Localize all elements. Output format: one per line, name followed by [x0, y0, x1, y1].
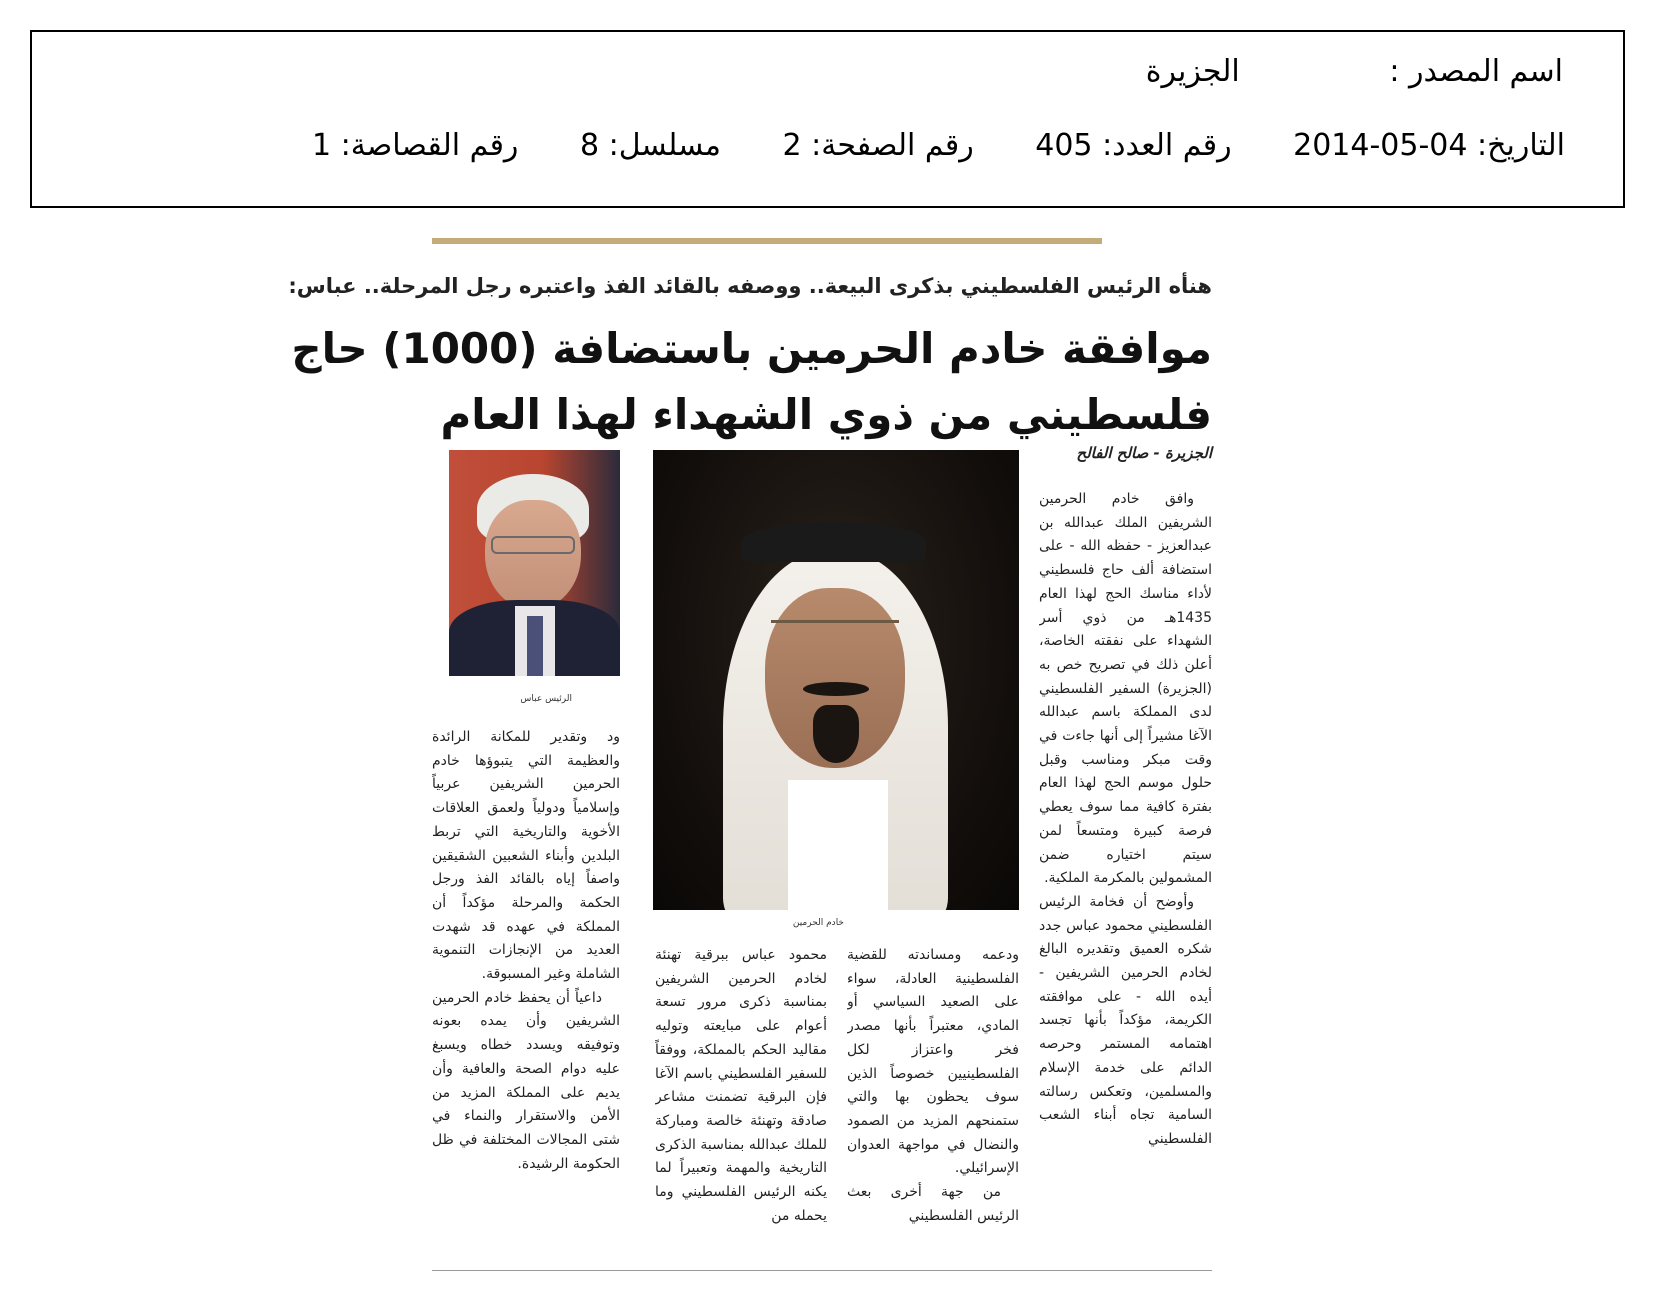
- article-headline: [291, 316, 1212, 448]
- column-3-paragraph-1: محمود عباس ببرقية تهنئة لخادم الحرمين الشريفين بمناسبة ذكرى مرور تسعة أعوام على مبايعته وتوليه مقاليد الحكم بالمملكة، ووفقاً للسفير الفلسطيني باسم الآغا فإن البرقية تضمنت مشاعر صادقة وتهنئة خالصة ومباركة للملك عبدالله بمناسبة الذكرى التاريخية والمهمة وتعبيراً لما يكنه الرئيس الفلسطيني وما يحمله من: [655, 947, 827, 1224]
- source-value: الجزيرة: [1145, 54, 1240, 89]
- article-byline: الجزيرة - صالح الفالح: [1076, 444, 1212, 462]
- page-label: رقم الصفحة:: [811, 128, 974, 163]
- clip-number-label: رقم القصاصة:: [340, 128, 519, 163]
- clip-number-field: [312, 128, 518, 163]
- article-column-4: [432, 726, 620, 1268]
- date-value: 2014-05-04: [1293, 128, 1468, 163]
- clipping-bottom-rule: [432, 1270, 1212, 1271]
- serial-label: مسلسل:: [608, 128, 721, 163]
- page-value: 2: [782, 128, 802, 163]
- clipping-top-bar: [432, 238, 1102, 244]
- source-label: اسم المصدر :: [1389, 54, 1563, 89]
- column-4-paragraph-2: داعياً أن يحفظ خادم الحرمين الشريفين وأن يمده بعونه وتوفيقه ويسدد خطاه ويسبغ عليه دوام الصحة والعافية وأن يديم على المملكة المزيد من الأمن والاستقرار والنماء في شتى المجالات المختلفة في ظل الحكومة الرشيدة.: [432, 989, 620, 1172]
- date-field: [1293, 128, 1565, 163]
- column-4-paragraph-1: ود وتقدير للمكانة الرائدة والعظيمة التي يتبوؤها خادم الحرمين الشريفين عربياً وإسلامياً ودولياً ولعمق العلاقات الأخوية والتاريخية التي تربط البلدين وأبناء الشعبين الشقيقين واصفاً إياه بالقائد الفذ ورجل الحكمة والمرحلة مؤكداً أن المملكة في عهده قد شهدت العديد من الإنجازات التنموية الشاملة وغير المسبوقة.: [432, 729, 620, 983]
- abbas-photo-caption: الرئيس عباس: [520, 694, 572, 704]
- source-row: [1146, 54, 1563, 89]
- column-1-paragraph-2: وأوضح أن فخامة الرئيس الفلسطيني محمود عباس جدد شكره العميق وتقديره البالغ لخادم الحرمين الشريفين - أيده الله - على موافقته الكريمة، مؤكداً بأنها تجسد اهتمامه المستمر وحرصه الدائم على خدمة الإسلام والمسلمين، وتعكس رسالته السامية تجاه أبناء الشعب الفلسطيني: [1039, 893, 1212, 1147]
- issue-label: رقم العدد:: [1102, 128, 1232, 163]
- details-row: [312, 128, 1565, 163]
- date-label: التاريخ:: [1477, 128, 1565, 163]
- column-2-paragraph-1: ودعمه ومساندته للقضية الفلسطينية العادلة، سواء على الصعيد السياسي أو المادي، معتبراً بأنها مصدر فخر واعتزاز لكل الفلسطينيين خصوصاً الذين سوف يحظون بها والتي ستمنحهم المزيد من الصمود والنضال في مواجهة العدوان الإسرائيلي.: [847, 947, 1019, 1177]
- issue-field: [1035, 128, 1231, 163]
- serial-field: [580, 128, 721, 163]
- headline-line-2: فلسطيني من ذوي الشهداء لهذا العام: [440, 390, 1212, 439]
- president-abbas-photo: [449, 450, 620, 676]
- king-abdullah-photo: [653, 450, 1019, 910]
- page-field: [783, 128, 974, 163]
- column-2-paragraph-2: من جهة أخرى بعث الرئيس الفلسطيني: [847, 1184, 1019, 1224]
- newspaper-clipping: [288, 238, 1212, 1273]
- column-1-paragraph-1: وافق خادم الحرمين الشريفين الملك عبدالله بن عبدالعزيز - حفظه الله - على استضافة ألف حاج فلسطيني لأداء مناسك الحج لهذا العام 1435هـ من ذوي أسر الشهداء على نفقته الخاصة، أعلن ذلك في تصريح خص به (الجزيرة) السفير الفلسطيني لدى المملكة باسم عبدالله الآغا مشيراً إلى أنها جاءت في وقت مبكر ومناسب وقبل حلول موسم الحج لهذا العام بفترة كافية مما سوف يعطي فرصة كبيرة ومتسعاً لمن سيتم اختياره ضمن المشمولين بالمكرمة الملكية.: [1039, 491, 1212, 887]
- clip-number-value: 1: [311, 128, 332, 163]
- article-kicker: هنأه الرئيس الفلسطيني بذكرى البيعة.. ووصفه بالقائد الفذ واعتبره رجل المرحلة.. عباس:: [288, 274, 1212, 298]
- article-column-3: [655, 944, 827, 1268]
- article-column-2: [847, 944, 1019, 1268]
- king-photo-caption: خادم الحرمين: [792, 918, 844, 928]
- serial-value: 8: [579, 128, 600, 163]
- article-column-1: [1039, 488, 1212, 1268]
- issue-value: 405: [1035, 128, 1093, 163]
- headline-line-1: موافقة خادم الحرمين باستضافة (1000) حاج: [291, 324, 1212, 373]
- clipping-metadata-box: [30, 30, 1625, 208]
